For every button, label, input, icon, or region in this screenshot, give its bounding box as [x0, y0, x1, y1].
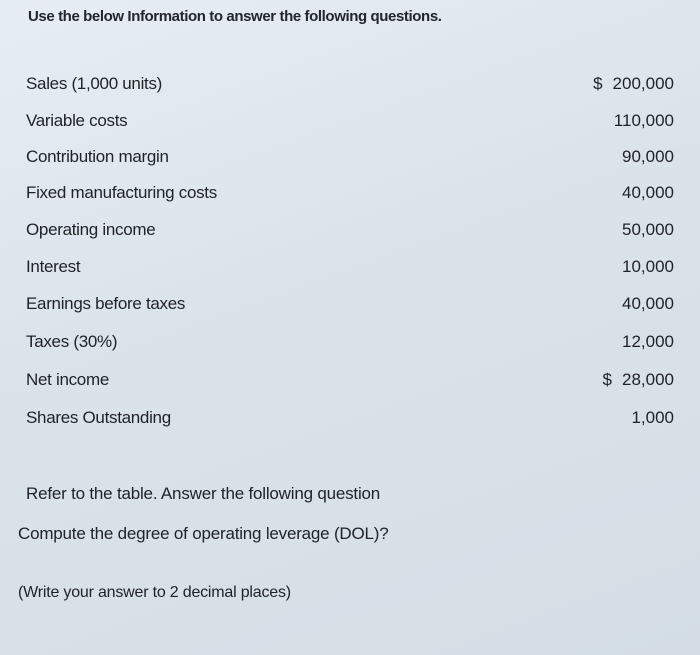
- row-label: Operating income: [26, 220, 156, 239]
- amount: 10,000: [622, 257, 674, 276]
- table-row: [26, 370, 674, 394]
- answer-instruction: (Write your answer to 2 decimal places): [18, 584, 291, 601]
- amount: 40,000: [622, 183, 674, 202]
- row-value: [612, 147, 674, 167]
- question-intro: Refer to the table. Answer the following question: [26, 484, 381, 503]
- row-label: Sales (1,000 units): [26, 74, 163, 93]
- row-label: Interest: [26, 257, 81, 276]
- amount: 110,000: [613, 111, 674, 130]
- row-value: [612, 294, 674, 314]
- row-value: [612, 332, 674, 352]
- amount: 12,000: [622, 332, 674, 351]
- row-label: Earnings before taxes: [26, 294, 186, 313]
- row-value: [593, 74, 674, 94]
- row-label: Shares Outstanding: [26, 408, 171, 427]
- amount: 28,000: [622, 370, 674, 389]
- row-value: [604, 111, 674, 131]
- table-row: [26, 294, 674, 318]
- row-value: [612, 183, 674, 203]
- table-row: [26, 408, 674, 432]
- table-row: [26, 111, 674, 135]
- row-value: [612, 220, 674, 240]
- table-row: [26, 74, 674, 98]
- row-value: [612, 257, 674, 277]
- row-label: Taxes (30%): [26, 332, 118, 351]
- table-row: [26, 183, 674, 207]
- table-row: [26, 220, 674, 244]
- amount: 50,000: [622, 220, 674, 239]
- amount: 200,000: [612, 74, 674, 93]
- row-label: Variable costs: [26, 111, 128, 130]
- instructions-heading: Use the below Information to answer the following questions.: [28, 8, 442, 25]
- currency-symbol: $: [602, 370, 612, 389]
- question-text: Compute the degree of operating leverage (DOL)?: [18, 524, 389, 543]
- currency-symbol: $: [593, 74, 603, 93]
- amount: 40,000: [622, 294, 674, 313]
- amount: 1,000: [631, 408, 674, 427]
- table-row: [26, 332, 674, 356]
- row-value: [603, 370, 674, 390]
- table-row: [26, 147, 674, 171]
- row-label: Net income: [26, 370, 109, 389]
- amount: 90,000: [622, 147, 674, 166]
- row-value: [621, 408, 674, 428]
- table-row: [26, 257, 674, 281]
- row-label: Fixed manufacturing costs: [26, 183, 217, 202]
- row-label: Contribution margin: [26, 147, 169, 166]
